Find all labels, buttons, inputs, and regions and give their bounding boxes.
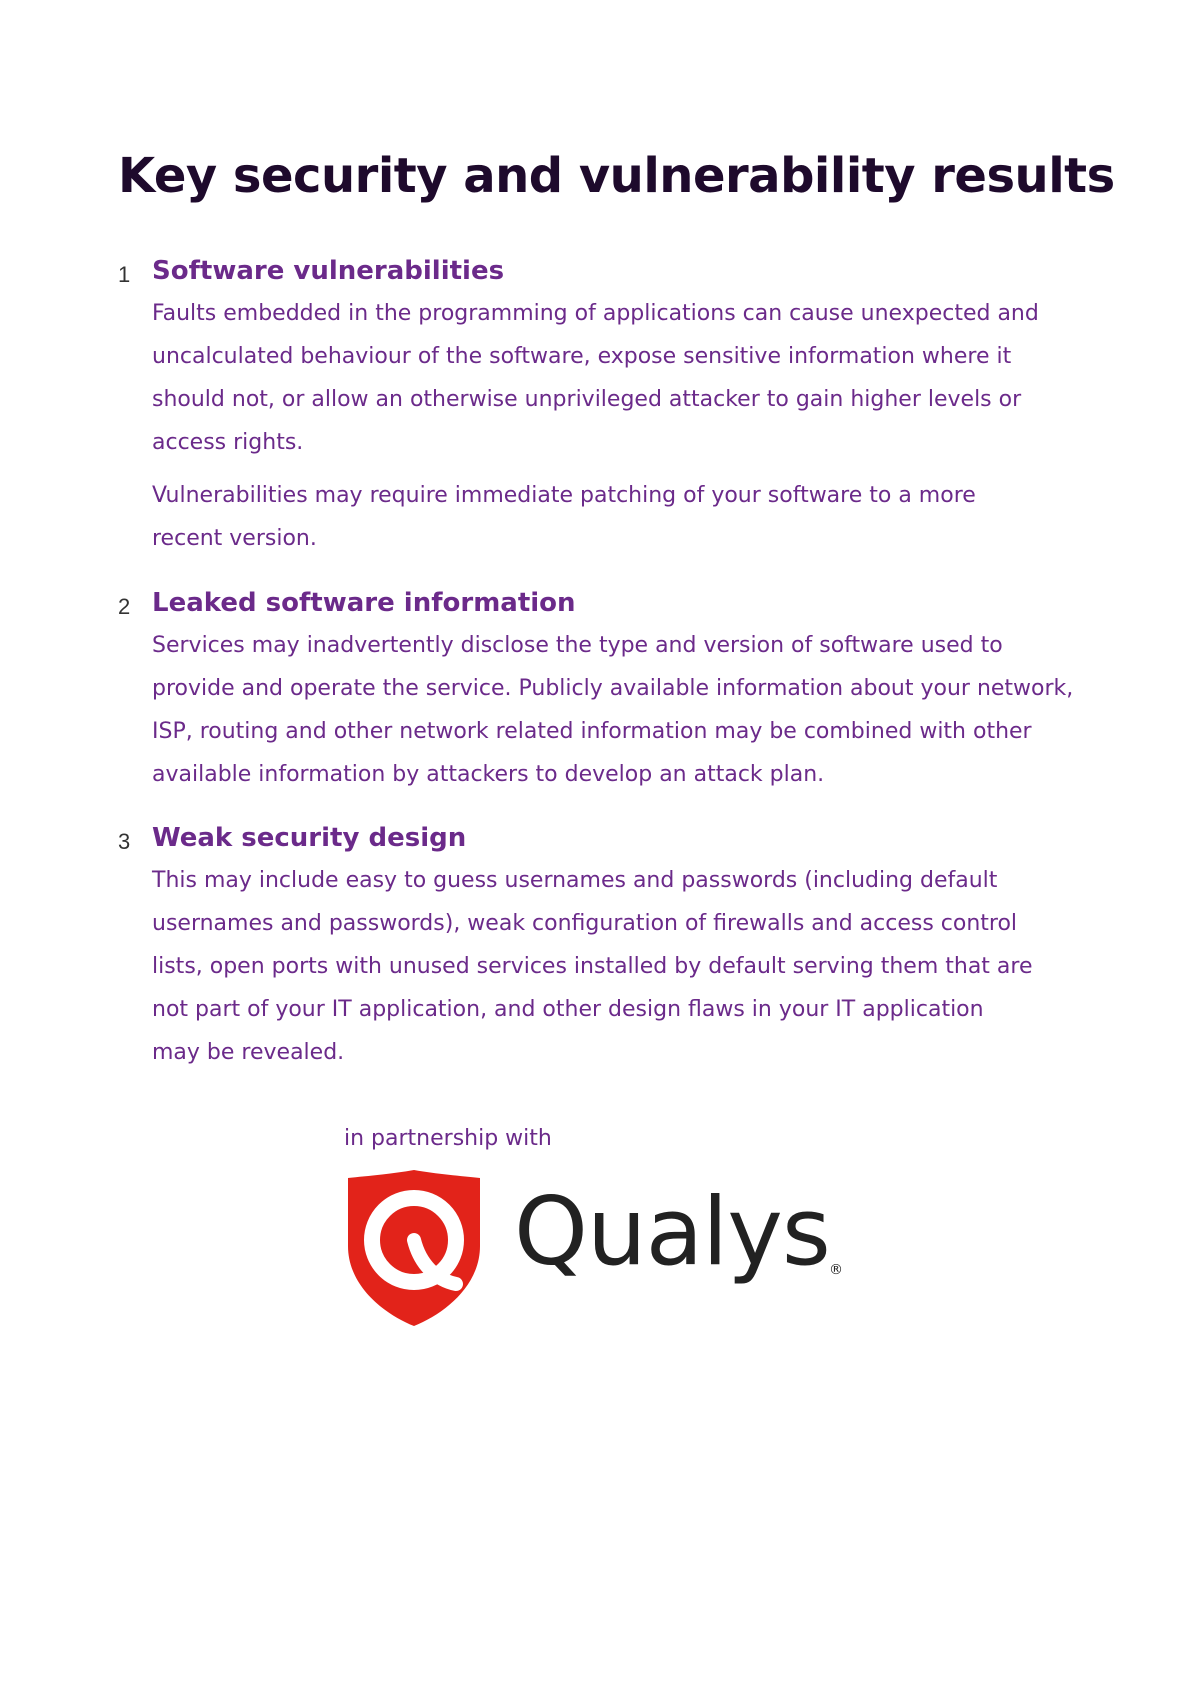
qualys-shield-icon	[344, 1168, 484, 1328]
section-heading: Software vulnerabilities	[152, 256, 505, 286]
section-paragraph: Faults embedded in the programming of applications can cause unexpected and uncalculated behaviour of the software, expose sensitive information where it should not, or allow an otherwise unprivileged attacker to gain higher levels or access rights.	[152, 301, 1039, 455]
page-title: Key security and vulnerability results	[118, 148, 1115, 204]
section-weak-security-design	[118, 823, 1118, 1084]
section-leaked-software-information	[118, 588, 1118, 806]
section-software-vulnerabilities	[118, 256, 1118, 570]
section-number: 3	[118, 829, 131, 854]
partnership-label: in partnership with	[344, 1126, 552, 1151]
qualys-logo	[344, 1168, 864, 1328]
section-paragraph: Services may inadvertently disclose the type and version of software used to provide and operate the service. Publicly available information about your network, ISP, routing and other network related information may be combined with other available information by attackers to develop an attack plan.	[152, 633, 1074, 787]
brand-wordmark: Qualys	[514, 1178, 830, 1287]
registered-mark: ®	[829, 1262, 843, 1278]
section-paragraph: Vulnerabilities may require immediate patching of your software to a more recent version.	[152, 483, 976, 551]
section-heading: Weak security design	[152, 823, 467, 853]
section-heading: Leaked software information	[152, 588, 576, 618]
section-paragraph: This may include easy to guess usernames and passwords (including default usernames and passwords), weak configuration of firewalls and access control lists, open ports with unused services installed by default serving them that are not part of your IT application, and other design flaws in your IT application may be revealed.	[152, 868, 1033, 1065]
section-number: 1	[118, 262, 131, 287]
section-number: 2	[118, 594, 131, 619]
